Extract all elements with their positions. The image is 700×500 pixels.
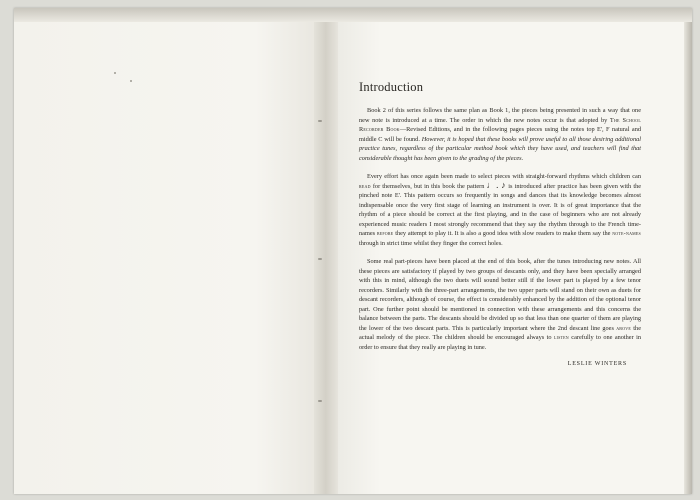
text-run: note-names <box>612 230 641 237</box>
text-run: through in strict time whilst they finger the correct holes. <box>359 239 503 247</box>
text-run: they attempt to play it. It is also a good idea with slow readers to make them say the <box>393 230 613 237</box>
text-run: —Revised Editions, and in the following pages pieces using the notes top E', F natural and middle C will be found. <box>359 126 641 143</box>
body-paragraph <box>359 172 641 248</box>
text-run: However, it is hoped that these books will prove useful to all those desiring additional practice tunes, regardless of the particular method book which they have used, and teachers will find that considerable thought has been given to the grading of the pieces. <box>359 135 641 162</box>
text-run: listen <box>553 334 569 341</box>
text-run: the actual melody of the piece. The children should be encouraged always to <box>359 324 641 341</box>
stain-mark <box>114 72 116 74</box>
body-paragraphs <box>359 106 641 352</box>
text-run: above <box>616 324 631 332</box>
binding-mark <box>318 120 322 122</box>
page-heading: Introduction <box>359 80 424 94</box>
binding-mark <box>318 400 322 402</box>
text-run: Book 2 of this series follows the same plan as Book 1, the pieces being presented in such a way that one new note is introduced at a time. The order in which the new notes occur is that adopted by <box>359 107 641 124</box>
text-run: Every effort has once again been made to select pieces with straight-forward rhythms which children can <box>367 173 641 180</box>
text-run: before <box>376 230 394 237</box>
text-run: carefully to one another in order to ensure that they really are playing in tune. <box>359 334 641 351</box>
binding-mark <box>318 258 322 260</box>
stain-mark <box>130 80 132 82</box>
text-run: The School Recorder Book <box>359 116 641 133</box>
text-run: ♩. ♪ <box>486 179 507 190</box>
body-paragraph <box>359 257 641 352</box>
text-run: is introduced after practice has been given with the pinched note E'. This pattern occurs so frequently in songs and dances that its knowledge becomes almost indispensable once the very first stage of learning an instrument is over. It is of great importance that the rhythm of a piece should be correct at the first playing, and in the case of beginners who are not already experienced music readers I most strongly recommend that they say the rhythm through to the French time-names <box>359 182 642 237</box>
text-run: read <box>359 182 371 190</box>
author-signature: LESLIE WINTERS <box>567 361 627 367</box>
page-edge <box>684 22 692 494</box>
text-run: for themselves, but in this book the pattern <box>370 182 487 190</box>
left-page-blank <box>14 22 316 494</box>
text-run: Some real part-pieces have been placed at the end of this book, after the tunes introducing new notes. All these pieces are satisfactory if played by two groups of descants only, and they have been specially arranged with this in mind, although the two duets will sound better still if the lower part is played by a few tenor recorders. Similarly with the three-part arrangements, the two upper parts will stand on their own as duets for descant recorders, although of course, the effect is considerably enhanced by the addition of the optional tenor part. One further point should be mentioned in connection with these arrangements and this concerns the balance between the parts. The descants should be divided up so that less than one quarter of them are playing the lower of the two descant parts. This is particularly important where the 2nd descant line goes <box>359 258 641 332</box>
page-top-shadow <box>14 8 692 22</box>
body-paragraph <box>359 106 641 163</box>
introduction-text <box>359 80 641 367</box>
